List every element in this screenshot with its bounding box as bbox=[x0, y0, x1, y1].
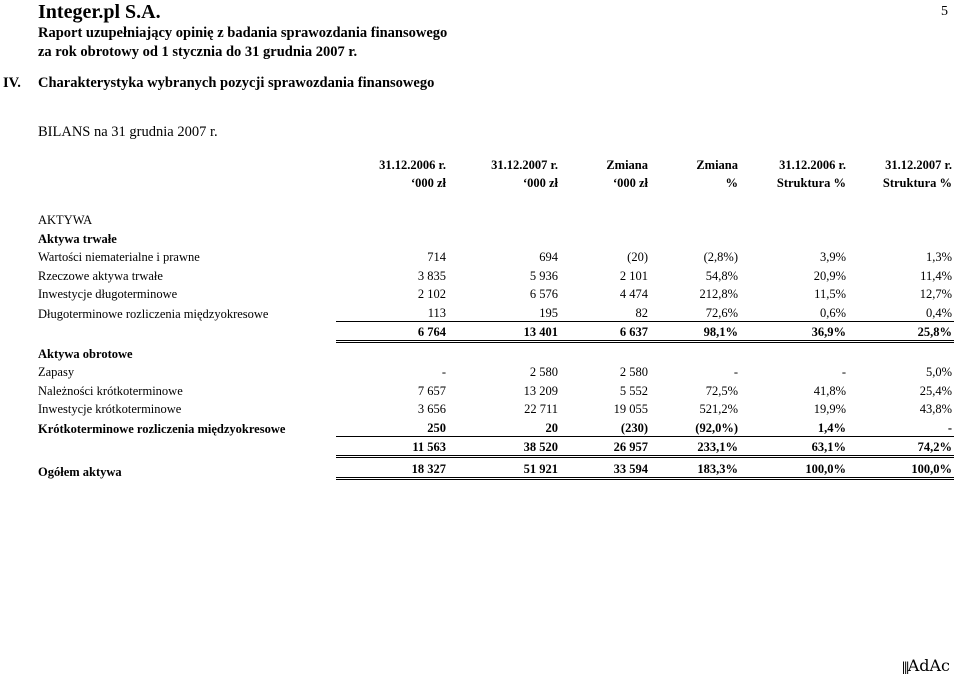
table-cell: 0,4% bbox=[848, 302, 954, 322]
table-cell: 113 bbox=[336, 302, 448, 322]
table-cell bbox=[448, 191, 560, 210]
row-label: AKTYWA bbox=[38, 213, 93, 227]
group-heading bbox=[36, 228, 954, 247]
table-cell: 233,1% bbox=[650, 437, 740, 459]
table-cell bbox=[448, 343, 560, 362]
table-cell: 5 936 bbox=[529, 268, 558, 283]
table-row bbox=[36, 362, 954, 381]
table-cell: 36,9% bbox=[740, 322, 848, 344]
table-cell: (230) bbox=[560, 417, 650, 437]
table-cell: 100,0% bbox=[848, 458, 954, 480]
table-cell: 6 764 bbox=[336, 322, 448, 344]
row-label: Krótkoterminowe rozliczenia międzyokresowe bbox=[38, 421, 286, 436]
table-cell: Zmiana bbox=[696, 157, 738, 172]
row-label bbox=[36, 191, 336, 210]
table-cell bbox=[848, 343, 954, 362]
total-row bbox=[36, 458, 954, 480]
table-cell: 1,3% bbox=[925, 250, 952, 264]
table-cell bbox=[848, 191, 954, 210]
table-cell: 11,5% bbox=[814, 287, 846, 301]
row-label: Aktywa obrotowe bbox=[38, 346, 133, 361]
table-cell: 3 835 bbox=[417, 268, 446, 283]
table-cell: 714 bbox=[427, 250, 446, 264]
table-cell: 250 bbox=[336, 417, 448, 437]
table-cell: 3 656 bbox=[417, 402, 446, 416]
table-cell: 5 552 bbox=[619, 383, 648, 398]
table-cell: 19 055 bbox=[613, 402, 648, 416]
table-cell: 6 576 bbox=[529, 287, 558, 301]
table-cell: 100,0% bbox=[740, 458, 848, 480]
row-label bbox=[36, 154, 336, 173]
aktywa-heading bbox=[36, 210, 954, 229]
table-cell bbox=[336, 191, 448, 210]
report-title: Raport uzupełniający opinię z badania sprawozdania finansowego bbox=[38, 25, 448, 41]
balance-sheet-table bbox=[36, 154, 954, 480]
table-row bbox=[36, 284, 954, 303]
table-cell bbox=[336, 228, 448, 247]
table-cell: 5,0% bbox=[925, 365, 952, 379]
table-cell bbox=[448, 210, 560, 229]
table-cell: 13 401 bbox=[448, 322, 560, 344]
table-cell: 25,8% bbox=[848, 322, 954, 344]
table-cell: 11,4% bbox=[920, 268, 952, 283]
table-cell: 25,4% bbox=[919, 383, 952, 398]
table-cell: 74,2% bbox=[848, 437, 954, 459]
table-cell: 12,7% bbox=[919, 287, 952, 301]
table-cell: - bbox=[841, 365, 846, 379]
table-cell: 31.12.2006 r. bbox=[379, 157, 446, 172]
row-label: Ogółem aktywa bbox=[38, 464, 122, 479]
table-cell: ‘000 zł bbox=[612, 176, 648, 190]
section-title: Charakterystyka wybranych pozycji sprawozdania finansowego bbox=[38, 75, 435, 91]
table-cell: 98,1% bbox=[650, 322, 740, 344]
table-cell: 20,9% bbox=[813, 268, 846, 283]
table-cell: 72,5% bbox=[705, 383, 738, 398]
table-cell: 19,9% bbox=[813, 402, 846, 416]
table-cell: 22 711 bbox=[524, 402, 558, 416]
table-cell: 2 580 bbox=[619, 365, 648, 379]
bilans-title: BILANS na 31 grudnia 2007 r. bbox=[38, 124, 218, 140]
company-name: Integer.pl S.A. bbox=[38, 1, 161, 23]
table-cell bbox=[336, 343, 448, 362]
subtotal-row bbox=[36, 322, 954, 344]
table-cell: - bbox=[733, 365, 738, 379]
table-cell: 54,8% bbox=[705, 268, 738, 283]
table-cell: 0,6% bbox=[740, 302, 848, 322]
table-row bbox=[36, 380, 954, 399]
table-cell: 1,4% bbox=[740, 417, 848, 437]
table-cell: 43,8% bbox=[919, 402, 952, 416]
logo-text: AdAc bbox=[907, 656, 950, 675]
adac-logo bbox=[902, 656, 950, 675]
table-cell: 6 637 bbox=[560, 322, 650, 344]
table-cell: 2 101 bbox=[619, 268, 648, 283]
table-cell bbox=[740, 343, 848, 362]
column-header-row bbox=[36, 173, 954, 192]
table-cell bbox=[650, 191, 740, 210]
table-row bbox=[36, 247, 954, 266]
table-cell: % bbox=[725, 176, 738, 190]
table-cell: 13 209 bbox=[523, 383, 558, 398]
document-header bbox=[38, 0, 447, 62]
table-cell: - bbox=[848, 417, 954, 437]
row-label: Rzeczowe aktywa trwałe bbox=[38, 268, 163, 283]
table-row bbox=[36, 399, 954, 418]
row-label: Należności krótkoterminowe bbox=[38, 383, 183, 398]
table-cell: 11 563 bbox=[336, 437, 448, 459]
table-cell: 31.12.2006 r. bbox=[779, 157, 846, 172]
column-header-row bbox=[36, 154, 954, 173]
table-cell: 212,8% bbox=[699, 287, 738, 301]
table-cell: 31.12.2007 r. bbox=[885, 157, 952, 172]
table-cell bbox=[740, 210, 848, 229]
table-row bbox=[36, 302, 954, 322]
adac-logo-icon: ||| bbox=[901, 660, 908, 674]
table-cell: 41,8% bbox=[813, 383, 846, 398]
row-label: Aktywa trwałe bbox=[38, 231, 117, 246]
page-number: 5 bbox=[941, 4, 948, 19]
table-cell: - bbox=[441, 365, 446, 379]
table-cell bbox=[848, 228, 954, 247]
table-cell bbox=[560, 191, 650, 210]
row-label: Inwestycje długoterminowe bbox=[38, 287, 178, 301]
table-cell: 18 327 bbox=[336, 458, 448, 480]
table-cell: ‘000 zł bbox=[410, 176, 446, 190]
table-cell: 26 957 bbox=[560, 437, 650, 459]
table-cell bbox=[336, 210, 448, 229]
table-cell: 183,3% bbox=[650, 458, 740, 480]
table-cell: 3,9% bbox=[819, 250, 846, 264]
table-cell: 72,6% bbox=[650, 302, 740, 322]
table-cell bbox=[740, 191, 848, 210]
spacer-row bbox=[36, 191, 954, 210]
table-row bbox=[36, 417, 954, 437]
table-cell: Struktura % bbox=[776, 176, 846, 190]
table-cell: 2 580 bbox=[529, 365, 558, 379]
section-number: IV. bbox=[3, 75, 21, 91]
table-cell: Struktura % bbox=[882, 176, 952, 190]
table-cell: 33 594 bbox=[560, 458, 650, 480]
table-cell: 521,2% bbox=[699, 402, 738, 416]
table-cell: 51 921 bbox=[448, 458, 560, 480]
table-cell: 7 657 bbox=[417, 383, 446, 398]
table-cell: (2,8%) bbox=[703, 250, 738, 264]
row-label: Wartości niematerialne i prawne bbox=[38, 250, 200, 264]
row-label: Inwestycje krótkoterminowe bbox=[38, 402, 182, 416]
row-label bbox=[36, 173, 336, 192]
table-cell bbox=[650, 210, 740, 229]
table-cell bbox=[560, 228, 650, 247]
table-cell: ‘000 zł bbox=[522, 176, 558, 190]
table-cell: (92,0%) bbox=[650, 417, 740, 437]
table-cell: 694 bbox=[539, 250, 558, 264]
table-cell bbox=[560, 210, 650, 229]
row-label: Długoterminowe rozliczenia międzyokresowe bbox=[38, 306, 269, 321]
table-row bbox=[36, 265, 954, 284]
table-cell: (20) bbox=[627, 250, 648, 264]
table-cell: 38 520 bbox=[448, 437, 560, 459]
section-heading bbox=[3, 75, 434, 92]
row-label bbox=[36, 322, 336, 344]
table-cell bbox=[650, 343, 740, 362]
table-cell bbox=[848, 210, 954, 229]
subtotal-row bbox=[36, 437, 954, 459]
table-cell: 63,1% bbox=[740, 437, 848, 459]
table-cell bbox=[650, 228, 740, 247]
report-period: za rok obrotowy od 1 stycznia do 31 grudnia 2007 r. bbox=[38, 44, 358, 60]
table-cell: 195 bbox=[448, 302, 560, 322]
row-label bbox=[36, 437, 336, 459]
table-cell bbox=[448, 228, 560, 247]
table-cell: Zmiana bbox=[606, 157, 648, 172]
table-cell bbox=[740, 228, 848, 247]
table-cell: 82 bbox=[560, 302, 650, 322]
table-cell bbox=[560, 343, 650, 362]
table-cell: 31.12.2007 r. bbox=[491, 157, 558, 172]
table-cell: 20 bbox=[448, 417, 560, 437]
table-cell: 4 474 bbox=[619, 287, 648, 301]
group-heading bbox=[36, 343, 954, 362]
table-cell: 2 102 bbox=[417, 287, 446, 301]
row-label: Zapasy bbox=[38, 365, 75, 379]
